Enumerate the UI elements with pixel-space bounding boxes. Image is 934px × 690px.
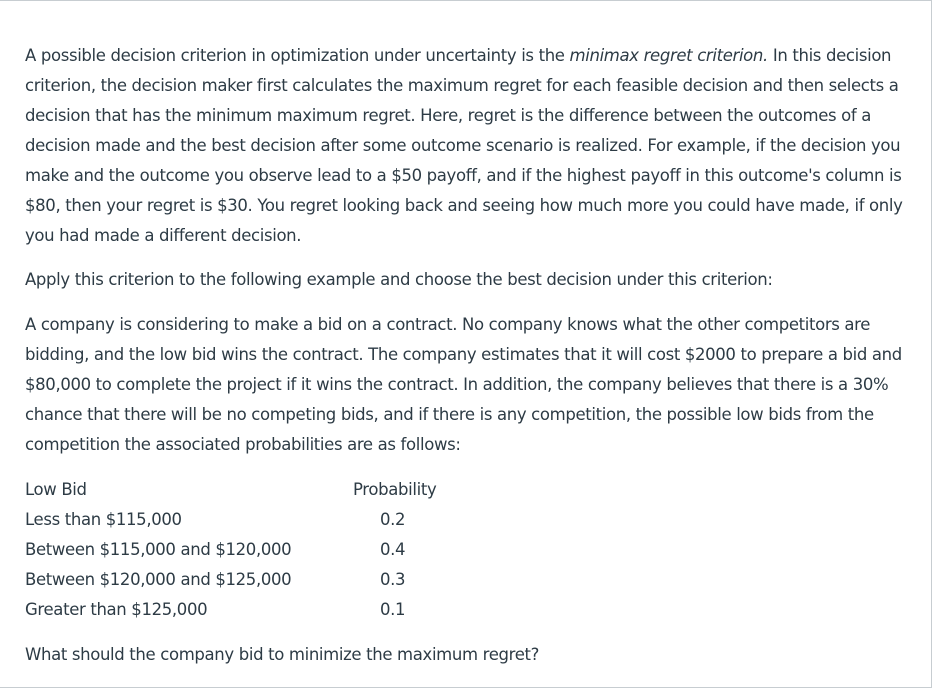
table-row-prob: 0.4 [380,540,406,559]
table-row-prob: 0.3 [380,570,406,589]
table-row-bid: Less than $115,000 [25,510,182,529]
header-low-bid: Low Bid [25,480,87,499]
instruction-paragraph: Apply this criterion to the following example and choose the best decision under this criterion: [25,270,773,289]
bid-probability-table [25,475,915,625]
table-row-prob: 0.2 [380,510,406,529]
intro-paragraph [25,41,915,251]
header-probability: Probability [353,480,437,499]
criterion-emphasis: minimax regret criterion. [569,46,768,65]
table-row-bid: Greater than $125,000 [25,600,208,619]
scenario-paragraph: A company is considering to make a bid on a contract. No company knows what the other competitors are bidding, and the low bid wins the contract. The company estimates that it will cost $2000 to prepare a bid and $80,000 to complete the project if it wins the contract. In addition, the company believes that there is a 30% chance that there will be no competing bids, and if there is any competition, the possible low bids from the competition the associated probabilities are as follows: [25,315,902,454]
intro-text-start: A possible decision criterion in optimization under uncertainty is the [25,46,570,65]
table-row-bid: Between $115,000 and $120,000 [25,540,292,559]
question-content [25,41,915,670]
table-row-bid: Between $120,000 and $125,000 [25,570,292,589]
intro-text-rest: In this decision criterion, the decision maker first calculates the maximum regret for each feasible decision and then selects a decision that has the minimum maximum regret. Here, regret is the difference between the outcomes of a decision made and the best decision after some outcome scenario is realized. For example, if the decision you make and the outcome you observe lead to a $50 payoff, and if the highest payoff in this outcome's column is $80, then your regret is $30. You regret looking back and seeing how much more you could have made, if only you had made a different decision. [25,46,903,245]
table-row-prob: 0.1 [380,600,406,619]
question-text: What should the company bid to minimize the maximum regret? [25,645,540,664]
